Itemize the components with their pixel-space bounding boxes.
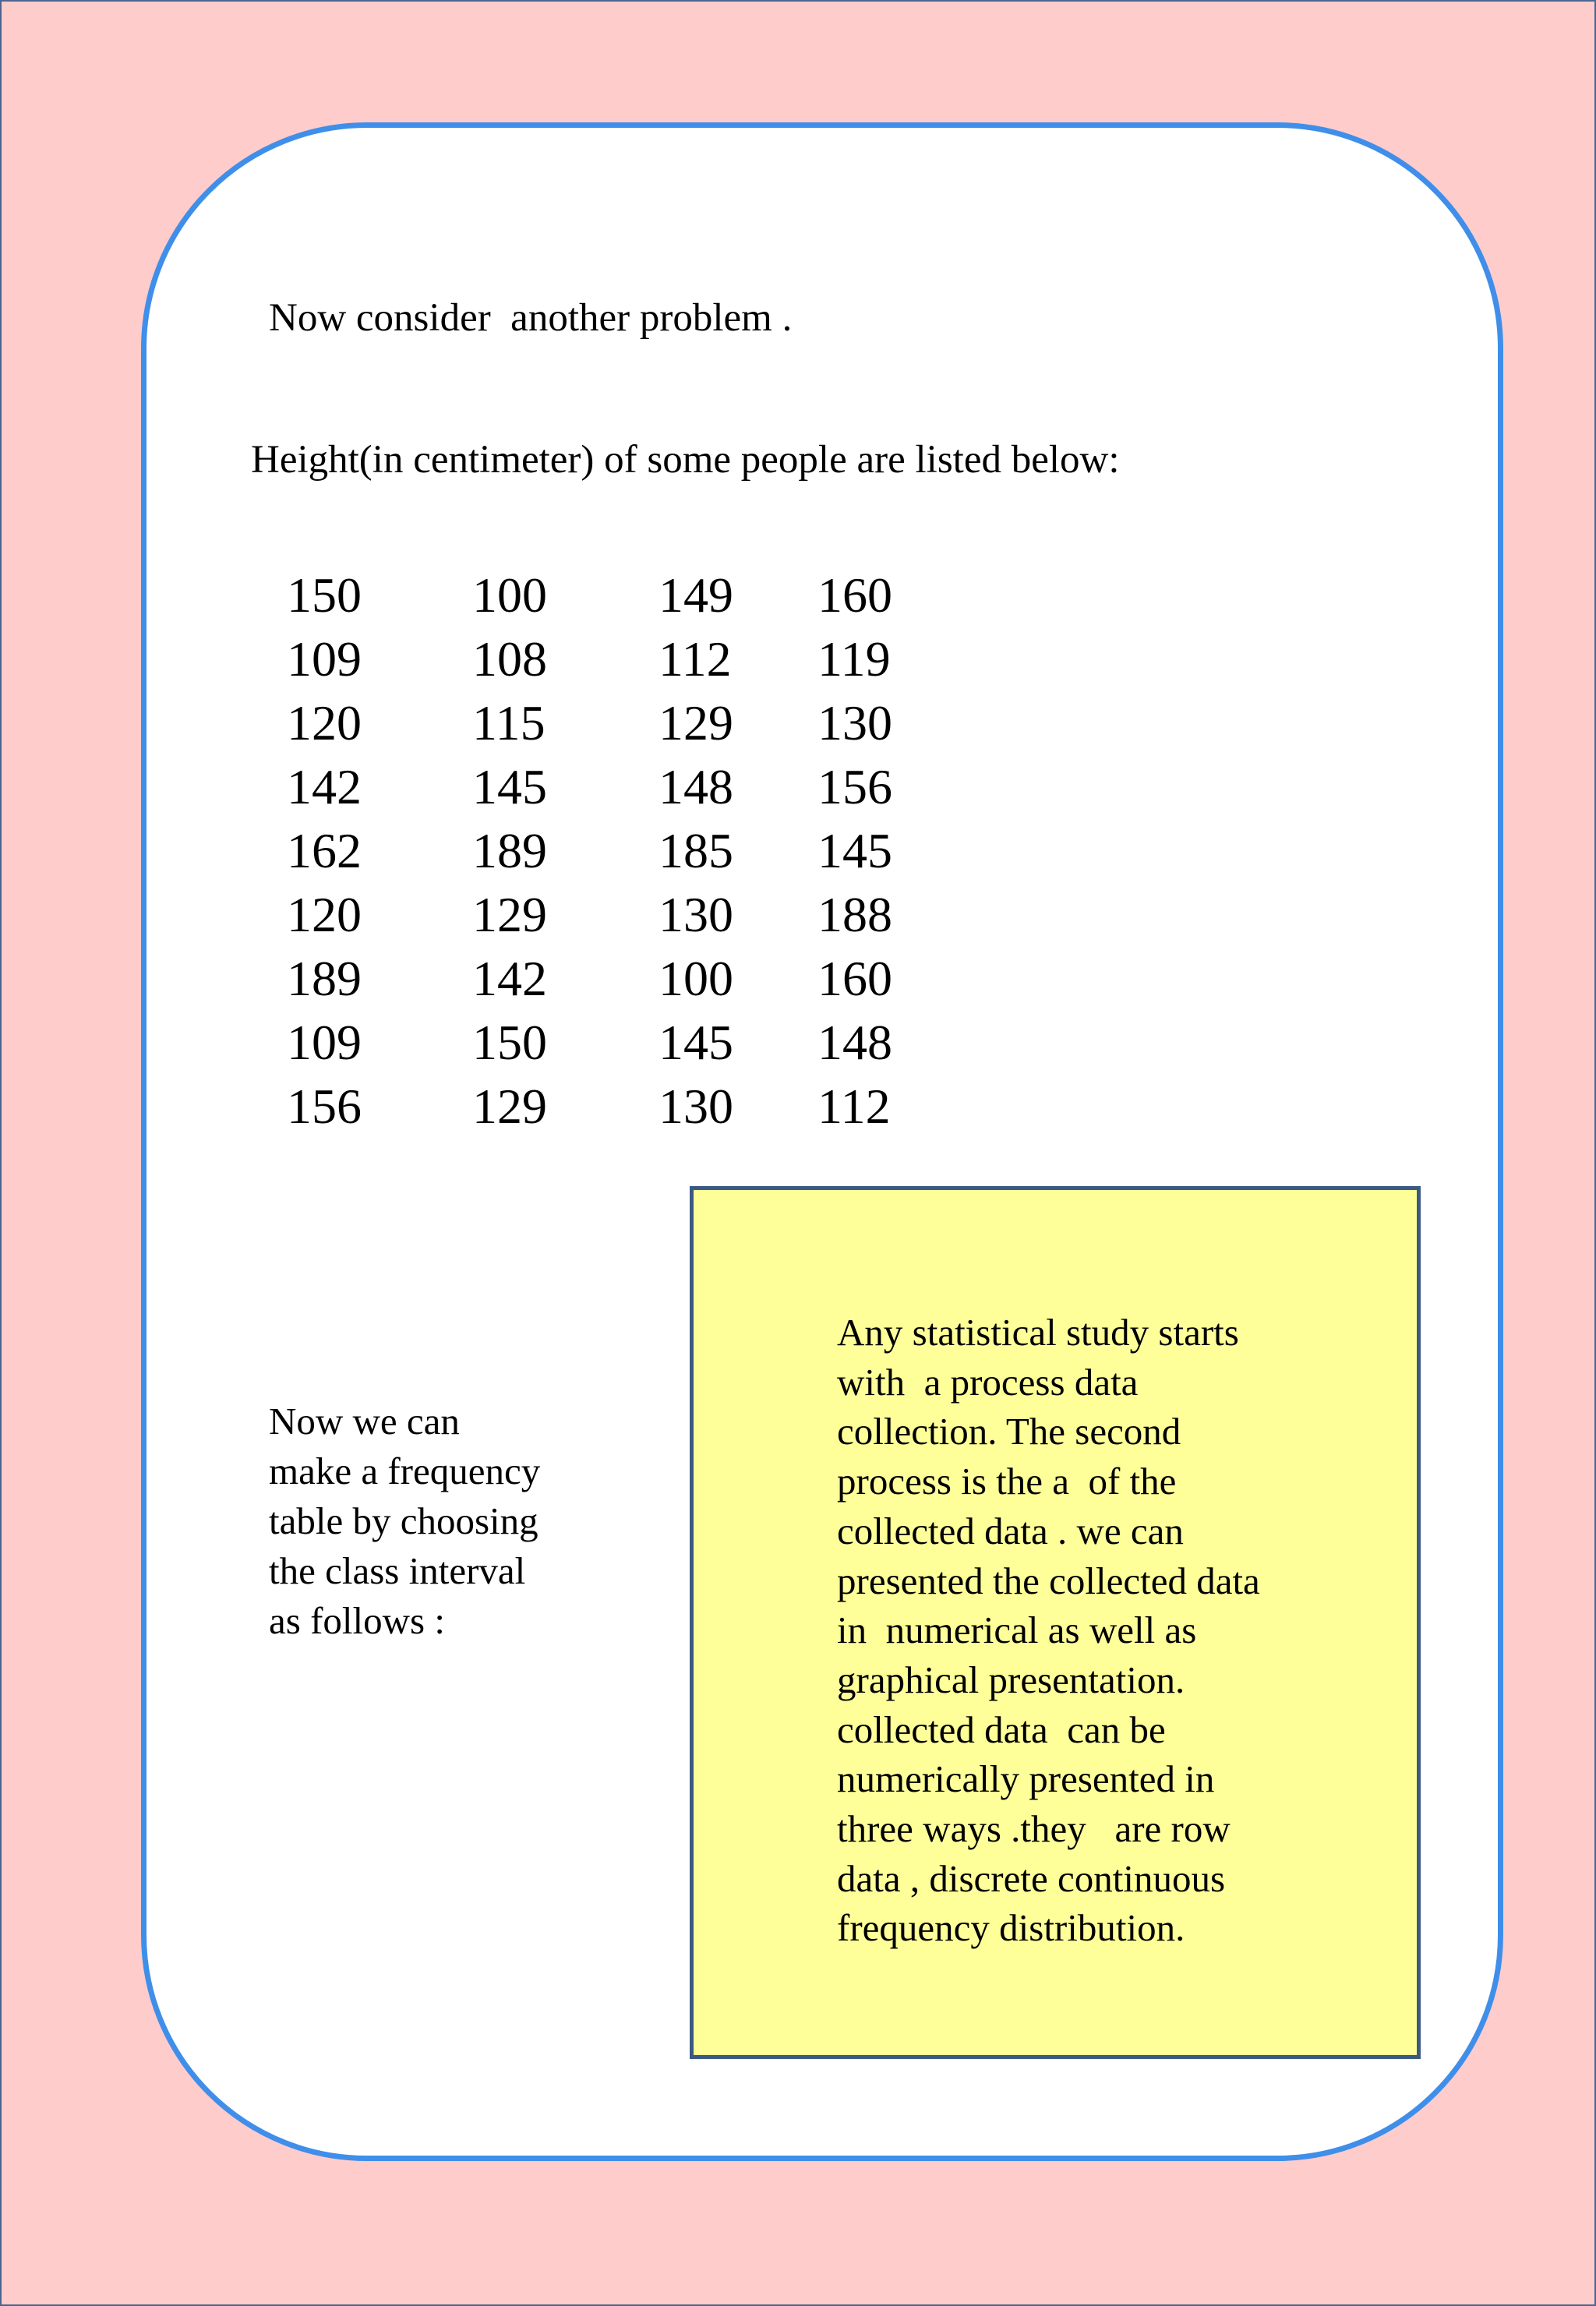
note-line: table by choosing	[269, 1499, 538, 1542]
height-value: 148	[659, 759, 733, 814]
height-value: 112	[817, 1079, 891, 1134]
sticky-line: collected data . we can	[837, 1509, 1184, 1552]
height-value: 185	[659, 823, 733, 878]
frequency-table-note	[269, 1397, 596, 1646]
height-value: 162	[287, 823, 362, 878]
height-value: 156	[817, 759, 892, 814]
sticky-line: collected data can be	[837, 1707, 1166, 1751]
note-line: as follows :	[269, 1599, 445, 1642]
height-value: 109	[287, 631, 362, 687]
height-value: 129	[472, 887, 547, 942]
height-value: 188	[817, 887, 892, 942]
height-value: 115	[472, 695, 546, 750]
height-value: 149	[659, 567, 733, 623]
height-value: 189	[287, 951, 362, 1006]
height-value: 108	[472, 631, 547, 687]
height-value: 119	[817, 631, 891, 687]
sticky-line: Any statistical study starts	[837, 1311, 1239, 1354]
sticky-line: numerically presented in	[837, 1757, 1215, 1801]
height-value: 130	[659, 887, 733, 942]
height-value: 142	[287, 759, 362, 814]
heights-heading: Height(in centimeter) of some people are listed below:	[251, 438, 1120, 482]
height-value: 100	[472, 567, 547, 623]
height-value: 129	[659, 695, 733, 750]
height-value: 142	[472, 951, 547, 1006]
height-value: 156	[287, 1079, 362, 1134]
intro-text: Now consider another problem .	[269, 296, 793, 340]
sticky-line: graphical presentation.	[837, 1658, 1185, 1701]
height-value: 100	[659, 951, 733, 1006]
height-value: 112	[659, 631, 732, 687]
sticky-line: data , discrete continuous	[837, 1856, 1226, 1900]
height-value: 120	[287, 695, 362, 750]
note-line: the class interval	[269, 1549, 526, 1592]
sticky-note-text	[837, 1308, 1398, 1953]
note-line: make a frequency	[269, 1450, 541, 1492]
height-value: 145	[659, 1015, 733, 1070]
height-value: 120	[287, 887, 362, 942]
height-value: 189	[472, 823, 547, 878]
height-value: 150	[287, 567, 362, 623]
note-line: Now we can	[269, 1400, 460, 1443]
sticky-line: with a process data	[837, 1360, 1139, 1404]
height-value: 150	[472, 1015, 547, 1070]
height-value: 145	[817, 823, 892, 878]
sticky-line: in numerical as well as	[837, 1609, 1197, 1652]
sticky-line: collection. The second	[837, 1410, 1181, 1453]
height-value: 130	[659, 1079, 733, 1134]
height-value: 145	[472, 759, 547, 814]
height-value: 130	[817, 695, 892, 750]
sticky-line: frequency distribution.	[837, 1906, 1185, 1950]
height-value: 129	[472, 1079, 547, 1134]
sticky-line: presented the collected data	[837, 1559, 1260, 1602]
height-value: 148	[817, 1015, 892, 1070]
height-value: 160	[817, 951, 892, 1006]
height-value: 160	[817, 567, 892, 623]
sticky-line: process is the a of the	[837, 1460, 1177, 1503]
sticky-line: three ways .they are row	[837, 1807, 1231, 1851]
height-value: 109	[287, 1015, 362, 1070]
